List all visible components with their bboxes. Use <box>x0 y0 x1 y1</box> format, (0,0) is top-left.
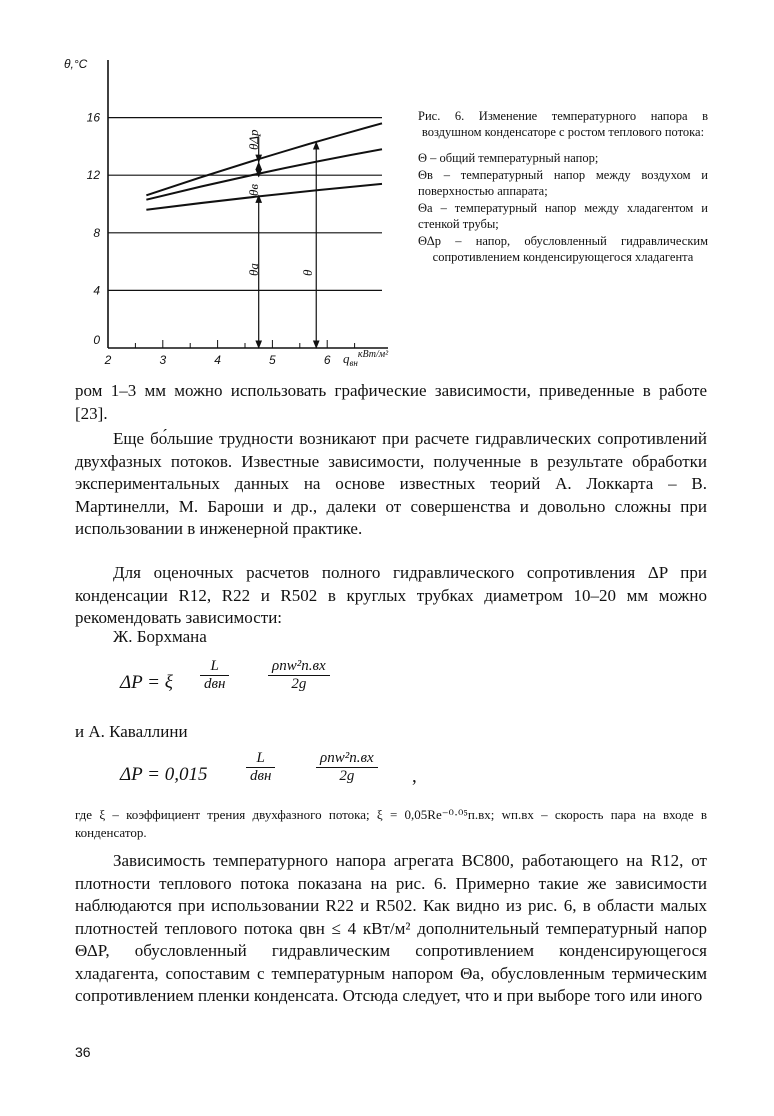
figure-caption <box>418 108 708 266</box>
formula1-frac1-den: dвн <box>200 675 229 693</box>
legend-item-theta: Θ – общий температурный напор; <box>418 151 599 165</box>
formula1-frac2-den: 2g <box>268 675 330 693</box>
x-tick-label: 4 <box>214 353 221 367</box>
formula1-fraction-2 <box>268 658 330 693</box>
temperature-chart <box>60 50 420 375</box>
formula2-frac1-den: dвн <box>246 767 275 785</box>
series-line-1 <box>146 123 382 195</box>
formula1-frac2-num: ρпw²п.вх <box>272 658 326 674</box>
formula2-lhs: ΔP = 0,015 <box>120 764 208 785</box>
chart-axes <box>108 60 388 348</box>
formula1-fraction-1 <box>200 658 229 693</box>
y-tick-label: 8 <box>93 225 100 240</box>
chart-ticks <box>87 111 382 367</box>
y-tick-label: 12 <box>86 168 100 183</box>
series-line-3 <box>146 184 382 210</box>
legend-item-theta-v: Θв – температурный напор между воздухом и поверхностью аппарата; <box>418 168 708 198</box>
formula2-fraction-2 <box>316 750 378 785</box>
paragraph-cavallini: и А. Каваллини <box>75 722 188 741</box>
curve-label-theta-v: θв <box>246 183 261 196</box>
curve-label-theta-dp: θΔp <box>246 129 261 150</box>
paragraph-2: Еще бо́льшие трудности возникают при расчете гидравлических сопротивлений двухфазных потоков. Известные зависимости, полученные в результате обработки экспериментальных данных на основе известных теорий А. Локкарта – В. Мартинелли, М. Бароши и др., далеки от совершенства и довольно сложны при использовании в инженерной практике. <box>75 429 707 538</box>
formula-cavallini <box>120 744 520 804</box>
formula2-comma: , <box>412 766 417 787</box>
y-axis-label: θ,°C <box>64 57 88 71</box>
legend-item-theta-a: Θа – температурный напор между хладагентом и стенкой трубы; <box>418 201 708 231</box>
caption-title: Рис. 6. Изменение температурного напора в воздушном конденсаторе с ростом теплового потока: <box>418 109 708 139</box>
formula2-fraction-1 <box>246 750 275 785</box>
paragraph-1: ром 1–3 мм можно использовать графические зависимости, приведенные в работе [23]. <box>75 381 707 423</box>
figure-6 <box>60 50 420 375</box>
formula-borkhman <box>120 652 520 712</box>
x-tick-label: 2 <box>104 353 112 367</box>
formula2-frac2-num: ρпw²п.вх <box>320 750 374 766</box>
curve-label-theta: θ <box>300 269 315 276</box>
paragraph-borkhman: Ж. Борхмана <box>113 627 207 646</box>
x-tick-label: 6 <box>323 353 331 367</box>
y-tick-label: 16 <box>86 110 100 125</box>
chart-curves <box>146 123 382 209</box>
legend-item-theta-dp: ΘΔp – напор, обусловленный гидравлическим сопротивлением конденсирующегося хладагента <box>418 234 708 264</box>
x-tick-label: 5 <box>269 353 276 367</box>
page-number: 36 <box>75 1044 91 1060</box>
formula1-lhs: ΔP = ξ <box>120 672 173 693</box>
formula2-frac1-num: L <box>256 750 265 766</box>
formula2-frac2-den: 2g <box>316 767 378 785</box>
y-tick-label: 0 <box>93 333 100 347</box>
x-tick-label: 3 <box>159 353 167 367</box>
formula1-frac1-num: L <box>210 658 219 674</box>
paragraph-3: Для оценочных расчетов полного гидравлического сопротивления ΔP при конденсации R12, R22 и R502 в круглых трубках диаметром 10–20 мм можно рекомендовать зависимости: <box>75 563 707 627</box>
formula-explanation: где ξ – коэффициент трения двухфазного потока; ξ = 0,05Re⁻⁰·⁰⁵п.вх; wп.вх – скорость пара на входе в конденсатор. <box>75 807 707 840</box>
paragraph-6: Зависимость температурного напора агрегата ВС800, работающего на R12, от плотности теплового потока показана на рис. 6. Примерно такие же зависимости наблюдаются при использовании R22 и R502. Как видно из рис. 6, в области малых плотностей теплового потока qвн ≤ 4 кВт/м² дополнительный температурный напор ΘΔP, обусловленный гидравлическим сопротивлением конденсирующегося хладагента, сопоставим с температурным напором Θа, обусловленным термическим сопротивлением пленки конденсата. Отсюда следует, что и при выборе того или иного <box>75 851 707 1005</box>
x-axis-label: $q_{вн}^{кВт/м^2}$ <box>343 349 389 368</box>
curve-label-theta-a: θа <box>246 263 261 276</box>
y-tick-label: 4 <box>93 283 100 298</box>
